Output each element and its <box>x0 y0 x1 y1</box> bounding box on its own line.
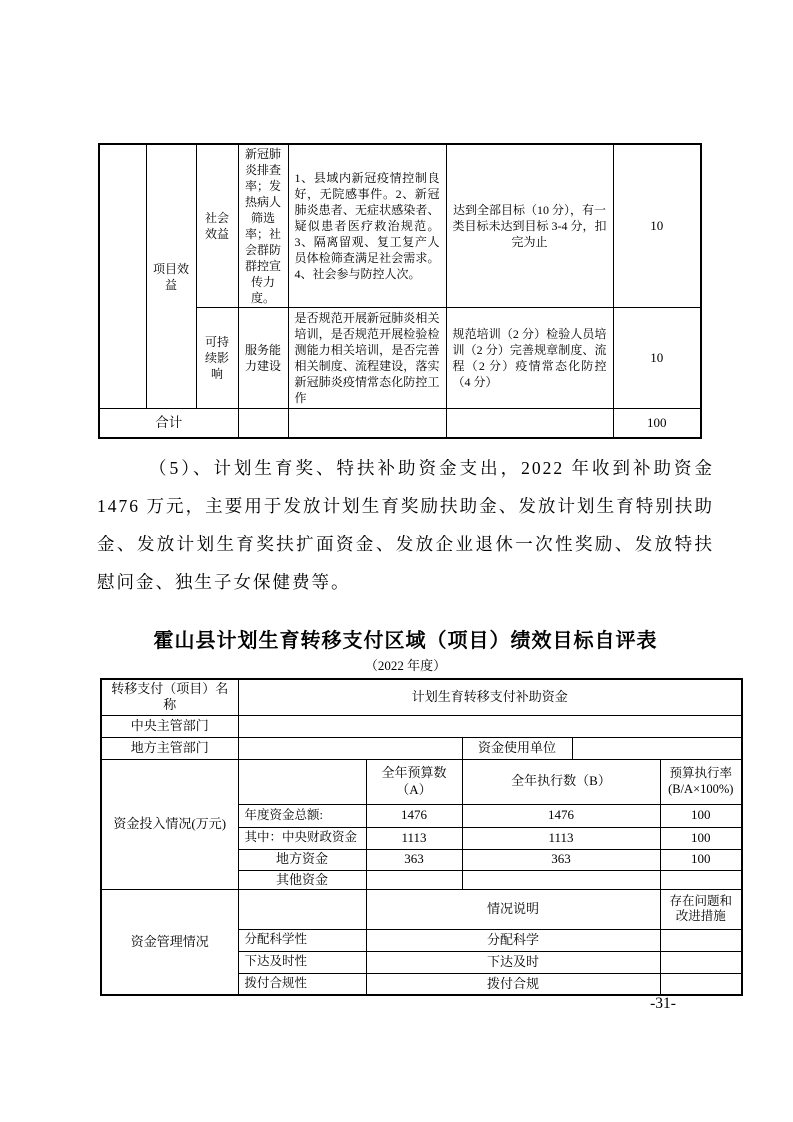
management-row-label: 分配科学性 <box>238 929 366 951</box>
management-section-label: 资金管理情况 <box>101 889 238 995</box>
budget-value: 363 <box>366 849 462 870</box>
performance-score-table <box>98 143 702 439</box>
execution-value <box>462 870 660 889</box>
situation-column-header: 情况说明 <box>366 889 660 929</box>
self-eval-title: 霍山县计划生育转移支付区域（项目）绩效目标自评表 <box>153 630 658 652</box>
empty-cell <box>99 144 146 409</box>
investment-section-label: 资金投入情况(万元) <box>101 759 238 889</box>
empty-cell <box>238 409 288 438</box>
problem-column-header: 存在问题和改进措施 <box>660 889 742 929</box>
expenditure-paragraph: （5）、计划生育奖、特扶补助资金支出，2022 年收到补助资金 1476 万元，主要用于发放计划生育奖励扶助金、发放计划生育特别扶助金、发放计划生育奖扶扩面资金、发放企业退休一次性奖励、发放特扶慰问金、独生子女保健费等。 <box>97 458 714 592</box>
situation-value: 拨付合规 <box>366 973 660 995</box>
empty-cell <box>288 409 446 438</box>
management-row-label: 下达及时性 <box>238 951 366 973</box>
score-description: 是否规范开展新冠肺炎相关培训，是否规范开展检验检测能力相关培训，是否完善相关制度、流程建设，落实新冠肺炎疫情常态化防控工作 <box>288 308 446 409</box>
budget-value <box>366 870 462 889</box>
total-label: 合计 <box>99 409 238 438</box>
rate-column-header: 预算执行率(B/A×100%) <box>660 759 742 804</box>
investment-row-label: 年度资金总额: <box>238 804 366 827</box>
score-indicator: 新冠肺炎排查率；发热病人筛选率；社会群防群控宣传力度。 <box>238 144 288 308</box>
investment-row-label: 其中：中央财政资金 <box>238 827 366 849</box>
problem-value <box>660 929 742 951</box>
transfer-name-label: 转移支付（项目）名称 <box>101 679 238 715</box>
execution-value: 1476 <box>462 804 660 827</box>
transfer-name-value: 计划生育转移支付补助资金 <box>238 679 742 715</box>
situation-value: 下达及时 <box>366 951 660 973</box>
problem-value <box>660 951 742 973</box>
score-category-label: 项目效益 <box>146 144 196 409</box>
page-number: -31- <box>650 995 676 1012</box>
fund-user-label: 资金使用单位 <box>462 737 572 759</box>
local-dept-label: 地方主管部门 <box>101 737 238 759</box>
score-indicator: 服务能力建设 <box>238 308 288 409</box>
rate-value <box>660 870 742 889</box>
execution-value: 363 <box>462 849 660 870</box>
rate-value: 100 <box>660 827 742 849</box>
self-eval-table <box>100 678 743 996</box>
management-row-label: 拨付合规性 <box>238 973 366 995</box>
problem-value <box>660 973 742 995</box>
budget-column-header: 全年预算数（A） <box>366 759 462 804</box>
budget-value: 1476 <box>366 804 462 827</box>
investment-row-label: 其他资金 <box>238 870 366 889</box>
central-dept-value <box>238 715 742 737</box>
execution-value: 1113 <box>462 827 660 849</box>
score-dimension: 可持续影响 <box>196 308 238 409</box>
score-description: 1、县域内新冠疫情控制良好，无院感事件。2、新冠肺炎患者、无症状感染者、疑似患者医疗救治规范。3、隔离留观、复工复产人员体检筛查满足社会需求。4、社会参与防控人次。 <box>288 144 446 308</box>
score-value: 10 <box>613 144 701 308</box>
score-value: 10 <box>613 308 701 409</box>
self-eval-year: （2022 年度） <box>364 658 447 673</box>
empty-cell <box>238 889 366 929</box>
budget-value: 1113 <box>366 827 462 849</box>
total-score: 100 <box>613 409 701 438</box>
situation-value: 分配科学 <box>366 929 660 951</box>
empty-cell <box>446 409 613 438</box>
rate-value: 100 <box>660 849 742 870</box>
score-criteria: 规范培训（2 分）检验人员培训（2 分）完善规章制度、流程（2 分）疫情常态化防控（4 分） <box>446 308 613 409</box>
central-dept-label: 中央主管部门 <box>101 715 238 737</box>
execution-column-header: 全年执行数（B） <box>462 759 660 804</box>
empty-cell <box>238 759 366 804</box>
fund-user-value <box>572 737 742 759</box>
local-dept-value <box>238 737 462 759</box>
score-dimension: 社会效益 <box>196 144 238 308</box>
rate-value: 100 <box>660 804 742 827</box>
investment-row-label: 地方资金 <box>238 849 366 870</box>
score-criteria: 达到全部目标（10 分），有一类目标未达到目标 3-4 分，扣完为止 <box>446 144 613 308</box>
